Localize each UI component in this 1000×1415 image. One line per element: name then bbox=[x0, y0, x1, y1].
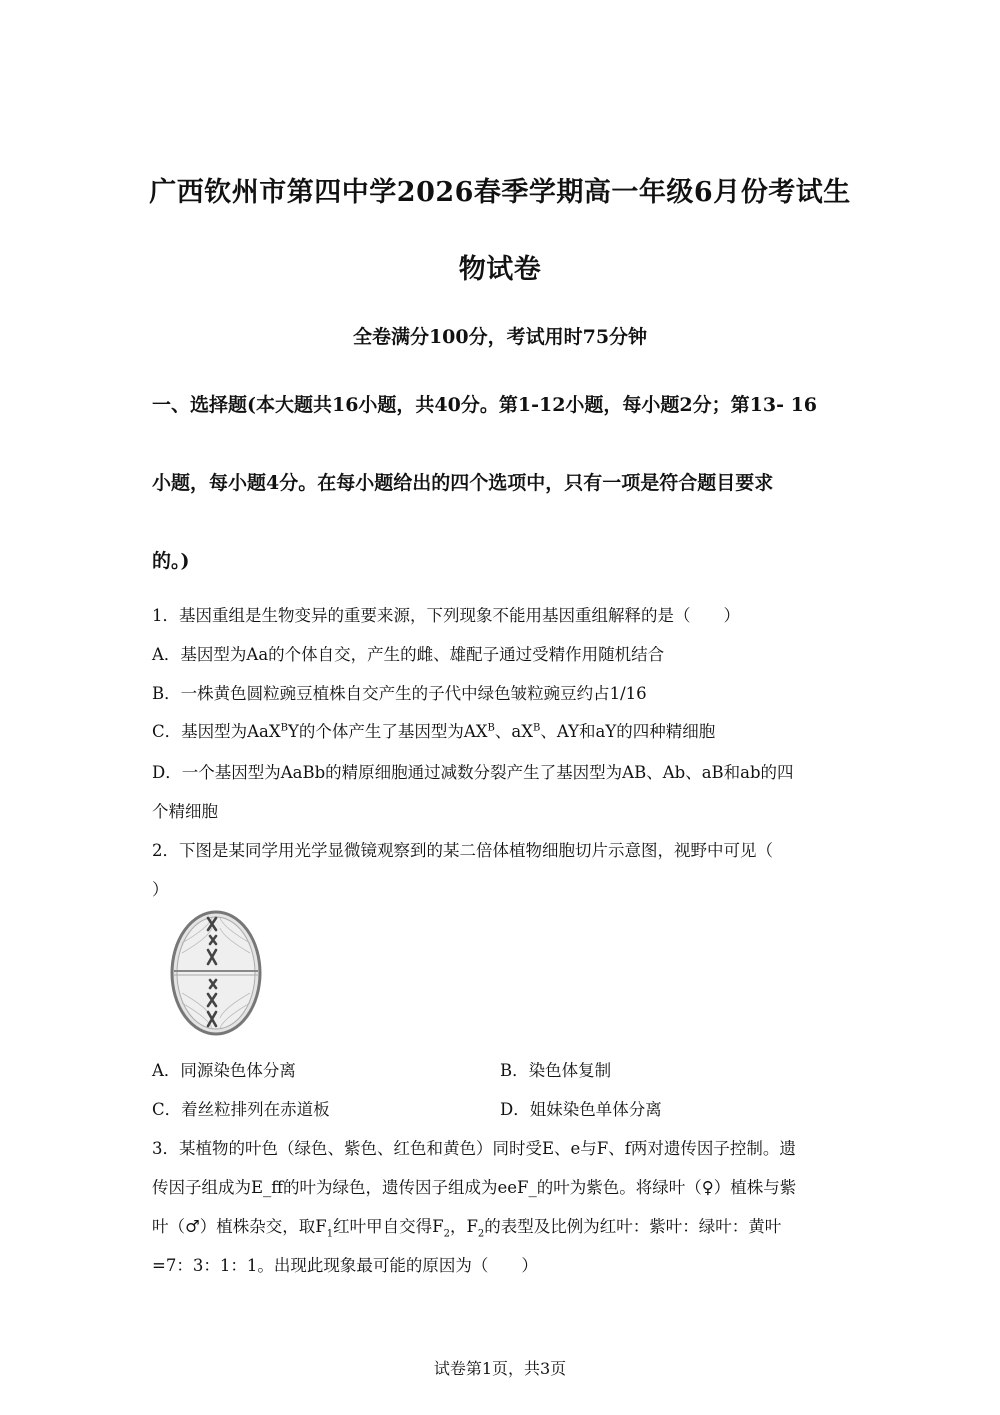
q3-line3: 叶（♂）植株杂交，取$F_1$红叶甲自交得$F_2$，$F_2$的表型及比例为红叶：紫叶：绿叶：黄叶 bbox=[152, 1217, 782, 1240]
page-footer: 试卷第1页，共3页 bbox=[433, 1359, 567, 1378]
exam-title-line1: 广西钦州市第四中学2026春季学期高一年级6月份考试生 bbox=[149, 177, 851, 208]
q2-stem-line1: 2．下图是某同学用光学显微镜观察到的某二倍体植物细胞切片示意图，视野中可见（ bbox=[152, 841, 773, 860]
section-header-line3: 的。) bbox=[152, 550, 190, 572]
q1-stem: 1．基因重组是生物变异的重要来源，下列现象不能用基因重组解释的是（ ） bbox=[152, 606, 740, 625]
exam-title-line2: 物试卷 bbox=[458, 254, 542, 285]
exam-subtitle: 全卷满分100分，考试用时75分钟 bbox=[352, 326, 648, 348]
section-header-line2: 小题，每小题4分。在每小题给出的四个选项中，只有一项是符合题目要求 bbox=[152, 472, 774, 494]
q1-option-a: A．基因型为Aa的个体自交，产生的雌、雄配子通过受精作用随机结合 bbox=[152, 645, 665, 664]
q1-option-c: C．基因型为AaX$^B$Y的个体产生了基因型为$AX^B$、$aX^B$、AY和aY的四种精细胞 bbox=[152, 722, 716, 741]
q2-option-c: C．着丝粒排列在赤道板 bbox=[152, 1100, 330, 1119]
q3-line1: 3．某植物的叶色（绿色、紫色、红色和黄色）同时受E、e与F、f两对遗传因子控制。遗 bbox=[152, 1139, 796, 1158]
q2-option-b: B．染色体复制 bbox=[500, 1061, 612, 1080]
q3-line2: 传因子组成为E_ff的叶为绿色，遗传因子组成为eeF_的叶为紫色。将绿叶（♀）植株与紫 bbox=[152, 1178, 797, 1197]
q2-option-a: A．同源染色体分离 bbox=[152, 1061, 296, 1080]
plant-cell-figure bbox=[168, 908, 264, 1038]
q3-line4: =7：3：1：1。出现此现象最可能的原因为（ ） bbox=[152, 1256, 538, 1275]
q1-option-b: B．一株黄色圆粒豌豆植株自交产生的子代中绿色皱粒豌豆约占1/16 bbox=[152, 684, 647, 703]
q2-option-d: D．姐妹染色单体分离 bbox=[500, 1100, 662, 1119]
section-header-line1: 一、选择题(本大题共16小题，共40分。第1-12小题，每小题2分；第13- 16 bbox=[152, 394, 818, 416]
q1-option-d-line1: D．一个基因型为AaBb的精原细胞通过减数分裂产生了基因型为AB、Ab、aB和ab的四 bbox=[152, 763, 794, 782]
q2-stem-line2: ） bbox=[152, 880, 169, 899]
q1-option-d-line2: 个精细胞 bbox=[152, 802, 218, 821]
